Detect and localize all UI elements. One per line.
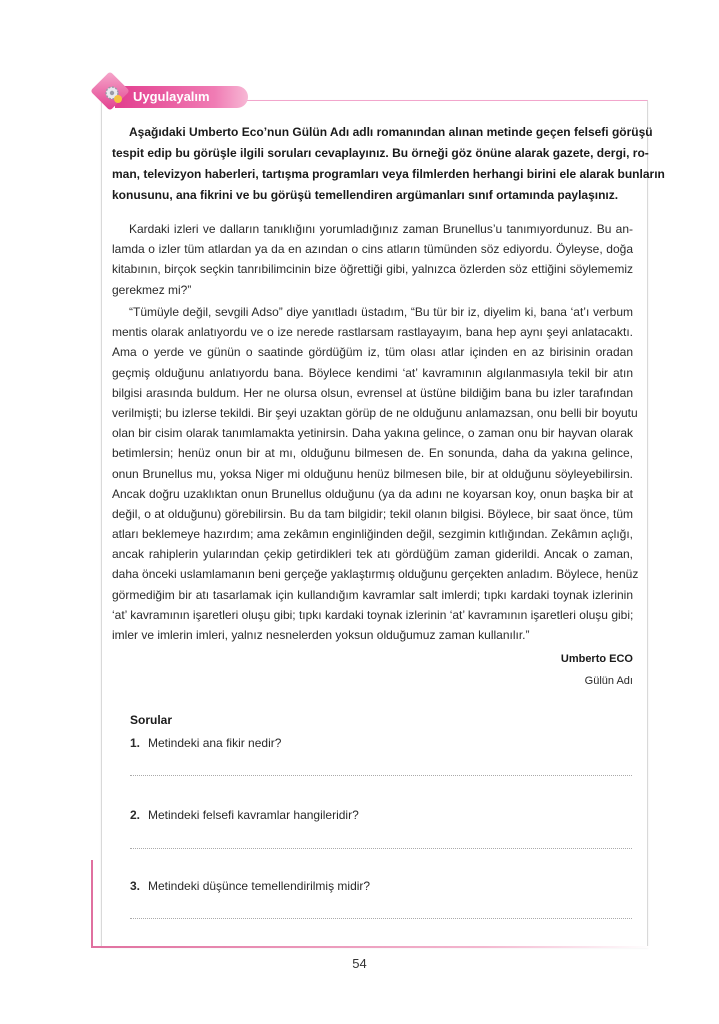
text-line: kitabının, birçok seçkin tanrıbilimcinin bize öğrettiği gibi, yalnızca özlerden söz ettiğini söylememiz: [112, 262, 633, 277]
text-line: ‘at’ kavramının işaretleri oluşu gibi; tıpkı kardaki toynak izlerinin ‘at’ kavramının işaretleri oluşu gibi;: [112, 607, 634, 622]
text-line: geçmiş olduğunu anlatıyordu bana. Böylece kendimi ‘at’ kavramının algılanmasıyla tekil bir atın: [112, 365, 633, 380]
text-line: mentis olarak anlatıyordu ve o ize nerede rastlarsam rastlayayım, bana hep aynı şeyi anlatacaktı.: [112, 325, 633, 340]
text-line: lamda o izler tüm atlardan ya da en azından o cins atların tümünden söz ediyordu. Öyleyse, doğa: [112, 242, 633, 257]
text-line: atları beklemeye hazırdım; ama zekâmın enginliğinden değil, sezgimin kıtlığından. Zekâmın açlığı,: [112, 527, 633, 542]
question-3: [130, 879, 370, 893]
source-work: Gülün Adı: [584, 675, 633, 687]
question-text: Metindeki ana fikir nedir?: [148, 736, 282, 750]
text-line: imler ve imlerin imleri, yalnız nesnelerden yoksun olduğumuz zaman kullanılır.”: [112, 628, 530, 642]
source-author: Umberto ECO: [560, 653, 633, 665]
decorative-bottom-line: [91, 946, 651, 948]
page-number: 54: [352, 956, 367, 971]
text-line: gerekmez mi?”: [112, 282, 192, 297]
instruction-text: [112, 122, 665, 206]
text-line: Aşağıdaki Umberto Eco’nun Gülün Adı adlı romanından alınan metinde geçen felsefi görüşü: [129, 125, 653, 139]
decorative-left-line: [91, 860, 93, 948]
text-line: Ama o yerde ve günün o saatinde gördüğüm iz, tüm olası atlar içinden en az birisinin oradan: [112, 345, 633, 360]
text-line: görmediğim bir atı tasarlamak için kullandığım kavramlar salt imlerdi; tıpkı kardaki toynak izlerinin: [112, 587, 633, 602]
questions-heading: Sorular: [130, 713, 173, 727]
question-1: [130, 736, 281, 750]
text-line: man, televizyon haberleri, tartışma programları veya filmlerden herhangi birini ele alarak bunların: [112, 167, 665, 181]
passage-paragraph-1: [112, 219, 633, 300]
question-number: 3.: [130, 879, 141, 893]
answer-line-1[interactable]: [130, 775, 632, 776]
text-line: ancak rahiplerin yularından çekip getirdikleri tek atı gördüğüm zaman giderildi. Ancak o zaman,: [112, 547, 633, 562]
answer-line-3[interactable]: [130, 918, 632, 919]
text-line: değil, o at olduğunu) görebilirsin. Bu da tam bilgidir; tekil olanın bilgisi. Böylece, bir saat önce, tüm: [112, 506, 633, 521]
text-line: betimlersin; henüz onun bir at mı, olduğunu bilmesen de. En sonunda, daha da yakına gelince,: [112, 446, 633, 461]
text-line: onun Brunellus mu, yoksa Niger mi olduğunu henüz bilmesen bile, bir at olduğunu söyleyebilirsin.: [112, 466, 633, 481]
question-number: 1.: [130, 736, 141, 750]
text-line: olan bir cisim olarak tanımlamakta yetinirsin. Daha yakına gelince, o zaman onu bir hayvan olarak: [112, 426, 633, 441]
answer-line-2[interactable]: [130, 848, 632, 849]
gear-icon: [102, 83, 124, 105]
text-line: Kardaki izleri ve dalların tanıklığını yorumladığınız zaman Brunellus’u tanımıyordunuz. Bu an-: [129, 222, 633, 236]
section-badge: Uygulayalım: [115, 86, 248, 108]
question-text: Metindeki felsefi kavramlar hangileridir?: [148, 808, 359, 822]
question-number: 2.: [130, 808, 141, 822]
text-line: Ancak doğru uzaklıktan onun Brunellus olduğunu (ya da adını ne koyarsan koy, onun başka bir at: [112, 486, 633, 501]
question-text: Metindeki düşünce temellendirilmiş midir?: [148, 879, 371, 893]
text-line: konusunu, ana fikrini ve bu görüşü temellendiren argümanları sınıf ortamında paylaşınız.: [112, 188, 619, 202]
text-line: verilmişti; bu izlerse tekildi. Bir şeyi uzaktan görüp de ne olduğunu anlamazsan, onu belli bir boyutu: [112, 405, 638, 420]
text-line: tespit edip bu görüşle ilgili soruları cevaplayınız. Bu örneği göz önüne alarak gazete, dergi, ro-: [112, 146, 649, 160]
text-line: daha önceki uslamlamanın beni gerçeğe yaklaştırmış olduğunu gerçekten anladım. Böylece, henüz: [112, 567, 639, 582]
text-line: “Tümüyle değil, sevgili Adso” diye yanıtladı üstadım, “Bu tür bir iz, diyelim ki, bana ‘at’ı verbum: [129, 305, 633, 319]
passage-paragraph-2: [112, 302, 639, 645]
text-line: bilgisi arasında buldum. Her ne olursa olsun, evrensel at üstüne bildiğim bana bu izler tarafından: [112, 385, 633, 400]
question-2: [130, 808, 359, 822]
